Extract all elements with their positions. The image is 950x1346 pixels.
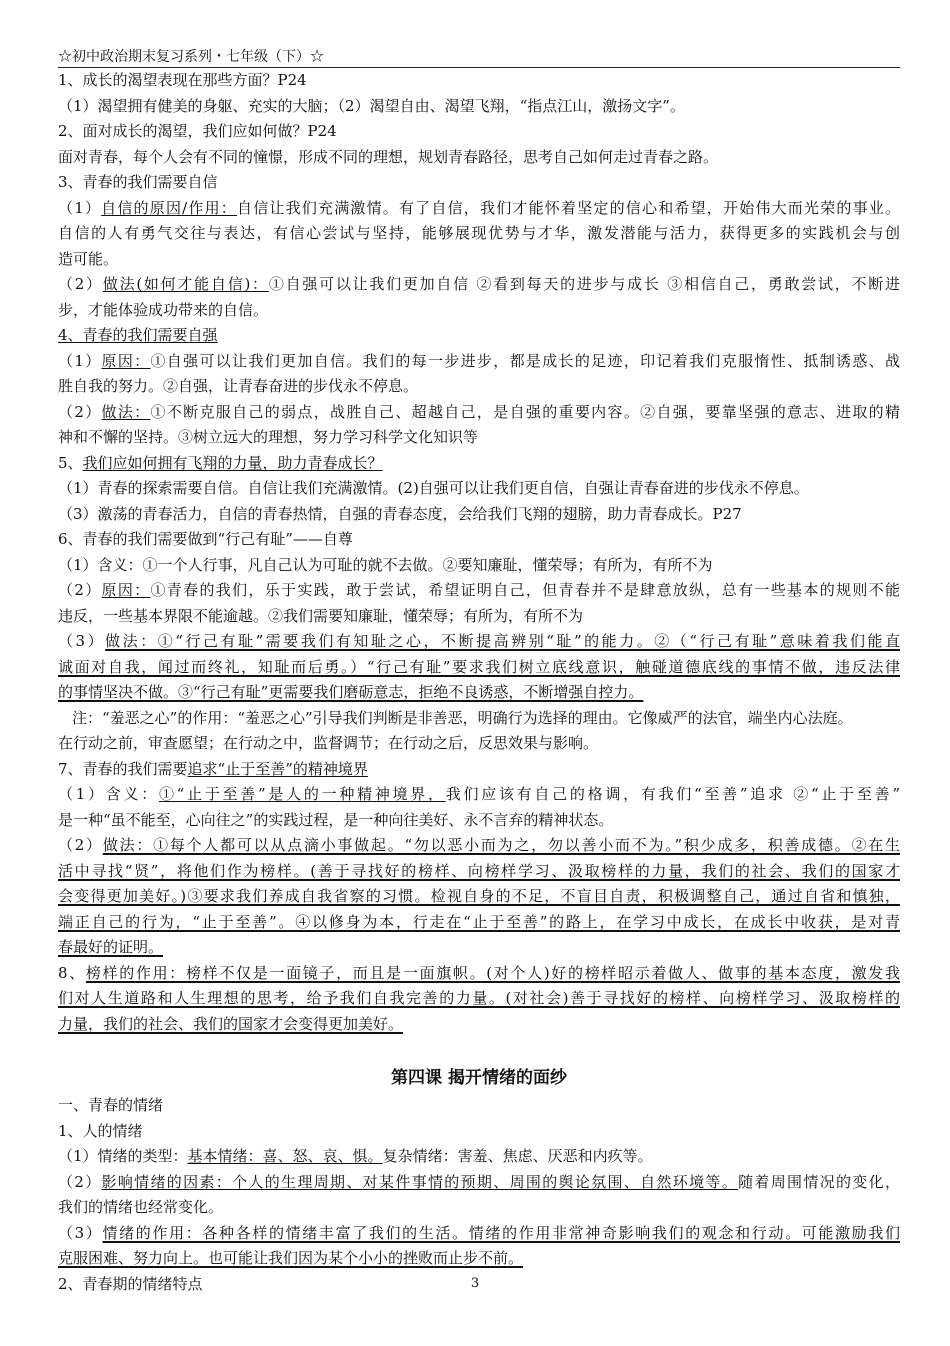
line-text: 神和不懈的坚持。③树立远大的理想，努力学习科学文化知识等 [58,428,479,446]
underlined-text: 影响情绪的因素：个人的生理周期、对某件事情的预期、周围的舆论氛围、自然环境等。 [101,1172,739,1191]
text-line [58,782,900,808]
underlined-text: 自信的原因/作用： [101,198,238,217]
underlined-text: 情绪的作用：各种各样的情绪丰富了我们的生活。情绪的作用非常神奇影响我们的观念和行动。可能激励我们 [102,1223,900,1242]
line-text: （1） [58,198,102,217]
line-text: 胜自我的努力。②自强，让青春奋进的步伐永不停息。 [58,377,419,395]
line-text: 一、青春的情绪 [58,1096,164,1114]
underlined-text: 活中寻找“贤”，将他们作为榜样。(善于寻找好的榜样、向榜样学习、汲取榜样的力量，我们的社会、我们的国家才 [58,861,900,880]
underlined-text: 原因： [101,351,151,370]
line-text: （2） [58,1172,102,1191]
underlined-text: 基本情绪：喜、怒、哀、惧。 [187,1147,383,1165]
underlined-text: 4、青春的我们需要自强 [58,326,218,344]
text-line [58,1246,900,1272]
underlined-text: 的事情坚决不做。③“行己有耻”更需要我们磨砺意志，拒绝不良诱惑，不断增强自控力。 [58,683,644,701]
text-line [58,935,900,961]
text-line [58,833,900,859]
underlined-text: 做法(如何才能自信)： [102,275,269,293]
line-text: （1）渴望拥有健美的身躯、充实的大脑；（2）渴望自由、渴望飞翔，“指点江山，激扬文字”。 [58,96,685,115]
line-text: 3、青春的我们需要自信 [58,173,218,191]
underlined-text: 会变得更加美好。)③要求我们养成自我省察的习惯。检视自身的不足，不盲目自责，积极调整自己，通过自省和慎独， [58,887,900,905]
line-text: 随着周围情况的变化， [738,1172,900,1191]
line-text: （1）含义：①一个人行事，凡自己认为可耻的就不去做。②要知廉耻，懂荣辱；有所为，有所不为 [58,555,713,574]
text-line [58,527,900,553]
line-text: 6、青春的我们需要做到“行己有耻”——自尊 [58,530,353,548]
text-line [58,1144,900,1170]
text-line [58,119,900,145]
line-text: ①不断克服自己的弱点，战胜自己、超越自己，是自强的重要内容。②自强，要靠坚强的意志、进取的精 [150,402,900,421]
underlined-text: 我们应如何拥有飞翔的力量，助力青春成长？ [82,453,383,472]
line-text: （2） [58,402,102,421]
text-line [58,808,900,834]
section-gap [58,1037,900,1059]
text-line [58,961,900,987]
text-line [58,221,900,247]
text-line [58,655,900,681]
underlined-text: 原因： [101,581,151,599]
lesson-title: 第四课 揭开情绪的面纱 [391,1068,567,1088]
line-text: ①青春的我们，乐于实践，敢于尝试，希望证明自己，但青春并不是肆意放纵，总有一些基本的规则不能 [150,581,900,599]
underlined-text: 诚面对自我，闻过而终礼，知耻而后勇。）“行己有耻”要求我们树立底线意识，触碰道德底线的事情不做，违反法律 [58,657,900,676]
line-text: （1）情绪的类型： [58,1147,188,1165]
underlined-text: 榜样的作用：榜样不仅是一面镜子，而且是一面旗帜。(对个人)好的榜样昭示着做人、做事的基本态度，激发我 [85,963,900,982]
text-line [58,859,900,885]
line-text: （1） [58,351,102,370]
text-line [58,272,900,298]
text-line [58,706,900,732]
line-text: 2、面对成长的渴望，我们应如何做？P24 [58,122,337,140]
line-text: （2） [58,275,103,293]
text-line [58,604,900,630]
text-line [58,349,900,375]
underlined-text: ①“止于至善”是人的一种精神境界， [158,785,446,803]
page-number: 3 [470,1276,480,1291]
line-text: （3） [58,1223,103,1242]
text-line [58,1221,900,1247]
underlined-text: 克服困难、努力向上。也可能让我们因为某个小小的挫败而止步不前。 [58,1249,524,1267]
text-line [58,553,900,579]
text-line [58,298,900,324]
text-line [58,425,900,451]
text-line [58,629,900,655]
line-text: 自信的人有勇气交往与表达，有信心尝试与坚持，能够展现优势与才华，激发潜能与活力，获得更多的实践机会与创 [58,224,900,242]
line-text: 1、成长的渴望表现在那些方面？P24 [58,71,307,89]
line-text: 7、青春的我们需要 [58,759,188,778]
line-text: 面对青春，每个人会有不同的憧憬，形成不同的理想，规划青春路径，思考自己如何走过青春之路。 [58,147,719,166]
line-text: （2） [58,581,102,599]
underlined-text: 追求“止于至善”的精神境界 [187,759,368,778]
line-text: 步，才能体验成功带来的自信。 [58,300,269,319]
line-text: （2） [58,836,103,854]
text-line [58,94,900,120]
text-line [58,1012,900,1038]
text-line [58,476,900,502]
line-text: 复杂情绪：害羞、焦虑、厌恶和内疚等。 [382,1147,653,1165]
text-line [58,1093,900,1119]
text-line [58,884,900,910]
text-line [58,757,900,783]
text-line [58,1195,900,1221]
text-line [58,986,900,1012]
text-line [58,1119,900,1145]
underlined-text: 做法：①“行己有耻”需要我们有知耻之心，不断提高辨别“耻”的能力。②（“行己有耻”意味着我们能直 [105,632,900,650]
line-text: ①自强可以让我们更加自信 ②看到每天的进步与成长 ③相信自己，勇敢尝试，不断进 [268,275,900,293]
underlined-text: 们对人生道路和人生理想的思考，给予我们自我完善的力量。(对社会)善于寻找好的榜样、向榜样学习、汲取榜样的 [58,989,900,1007]
text-line [58,451,900,477]
text-line [58,323,900,349]
line-text: 5、 [58,453,83,472]
text-line [58,910,900,936]
underlined-text: 做法： [101,402,151,421]
line-text: （1）青春的探索需要自信。自信让我们充满激情。(2)自强可以让我们更自信，自强让青春奋进的步伐永不停息。 [58,479,809,497]
line-text: （3）激荡的青春活力，自信的青春热情，自强的青春态度，会给我们飞翔的翅膀，助力青春成长。P27 [58,504,742,523]
line-text: 8、 [58,963,86,982]
text-line [58,374,900,400]
line-text: 1、人的情绪 [58,1121,143,1140]
line-text: 注：“羞恶之心”的作用：“羞恶之心”引导我们判断是非善恶，明确行为选择的理由。它像威严的法官，端坐内心法庭。 [72,708,853,727]
line-text: ①自强可以让我们更加自信。我们的每一步进步，都是成长的足迹，印记着我们克服惰性、抵制诱惑、战 [150,351,900,370]
text-line [58,578,900,604]
page-header: ☆初中政治期末复习系列・七年级（下）☆ [58,48,900,68]
line-text: 自信让我们充满激情。有了自信，我们才能怀着坚定的信心和希望，开始伟大而光荣的事业。 [237,198,900,217]
text-line [58,680,900,706]
text-line [58,145,900,171]
line-text: （1）含义： [58,785,159,803]
line-text: 我们的情绪也经常变化。 [58,1198,224,1216]
text-line [58,247,900,273]
text-line [58,170,900,196]
text-line [58,400,900,426]
text-line [58,502,900,528]
line-text: 我们应该有自己的格调，有我们“至善”追求 ②“止于至善” [445,785,900,803]
text-line [58,1170,900,1196]
text-line [58,731,900,757]
text-line [58,68,900,94]
line-text: 是一种“虽不能至，心向往之”的实践过程，是一种向往美好、永不言弃的精神状态。 [58,810,614,829]
line-text: 违反，一些基本界限不能逾越。②我们需要知廉耻，懂荣辱；有所为，有所不为 [58,606,584,625]
underlined-text: 力量，我们的社会、我们的国家才会变得更加美好。 [58,1014,404,1033]
lesson-three-notes [58,68,900,1037]
underlined-text: 端正自己的行为，“止于至善”。④以修身为本，行走在“止于至善”的路上，在学习中成长，在成长中收获，是对青 [58,912,900,931]
line-text: 2、青春期的情绪特点 [58,1274,203,1293]
text-line [58,196,900,222]
underlined-text: 做法：①每个人都可以从点滴小事做起。“勿以恶小而为之，勿以善小而不为。”积少成多，积善成德。②在生 [102,836,900,854]
document-page [58,48,900,1297]
lesson-four-notes [58,1093,900,1297]
line-text: 造可能。 [58,249,119,268]
line-text: 在行动之前，审查愿望；在行动之中，监督调节；在行动之后，反思效果与影响。 [58,734,599,752]
underlined-text: 春最好的证明。 [58,938,164,956]
line-text: （3） [58,632,106,650]
